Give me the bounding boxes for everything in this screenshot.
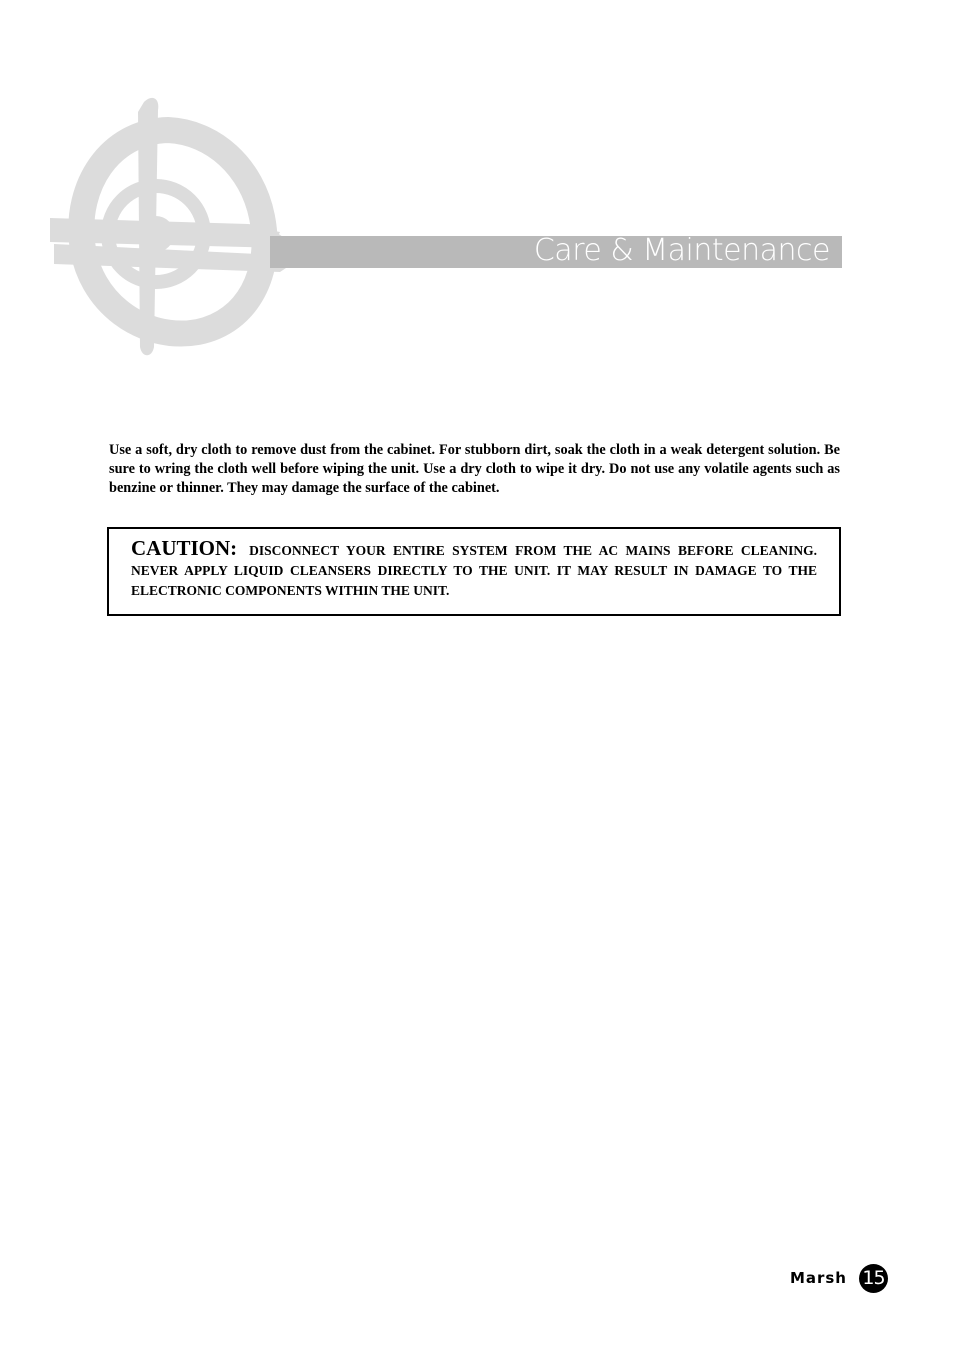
caution-message: DISCONNECT YOUR ENTIRE SYSTEM FROM THE AC MAINS BEFORE CLEANING. NEVER APPLY LIQUID CLEANSERS DIRECTLY TO THE UNIT. IT MAY RESULT IN DAMAGE TO THE ELECTRONIC COMPONENTS WITHIN THE UNIT. [131, 543, 817, 598]
caution-label: CAUTION: [131, 536, 238, 560]
crosshair-brush-emblem-icon [48, 92, 293, 362]
page-footer [790, 1263, 888, 1293]
caution-box [107, 527, 841, 616]
title-banner [270, 233, 842, 268]
caution-text-block [131, 538, 817, 601]
page-title: Care & Maintenance [533, 233, 830, 268]
cleaning-instructions: Use a soft, dry cloth to remove dust from the cabinet. For stubborn dirt, soak the cloth in a weak detergent solution. Be sure to wring the cloth well before wiping the unit. Use a dry cloth to wipe it dry. Do not use any volatile agents such as benzine or thinner. They may damage the surface of the cabinet. [109, 442, 840, 496]
brand-name: Marsh [789, 1269, 847, 1287]
page-number: 15 [859, 1264, 888, 1293]
